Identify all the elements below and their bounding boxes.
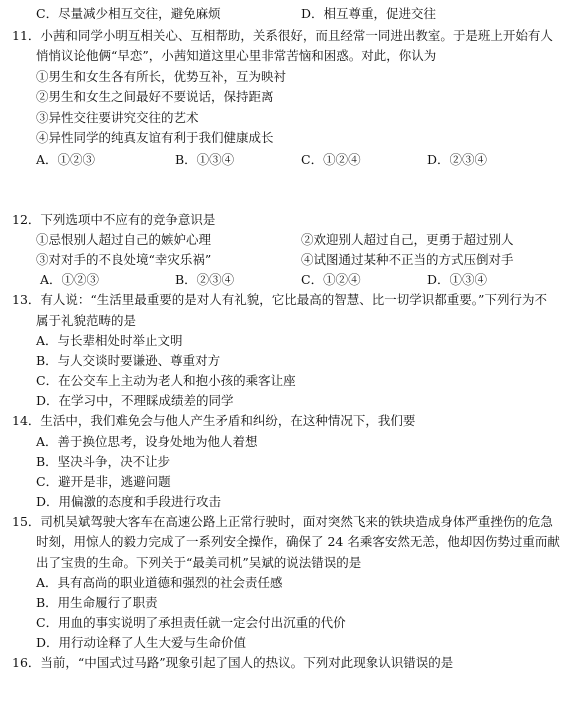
text-line: D．①③④ [427,272,488,287]
text-line: 时刻，用惊人的毅力完成了一系列安全操作，确保了 24 名乘客安然无恙，他却因伤势过重而献 [36,534,560,549]
text-line: 出了宝贵的生命。下列关于“最美司机”吴斌的说法错误的是 [36,555,362,570]
text-line: ①男生和女生各有所长，优势互补，互为映衬 [36,69,287,84]
text-line: B．②③④ [175,272,235,287]
text-line: C．①②④ [301,272,361,287]
text-line: ③对对手的不良处境“幸灾乐祸” [36,252,212,267]
text-line: ④试图通过某种不正当的方式压倒对手 [301,252,514,267]
text-line: C．尽量减少相互交往，避免麻烦 [36,6,221,21]
text-line: B．①③④ [175,152,235,167]
text-line: 16．当前，“中国式过马路”现象引起了国人的热议。下列对此现象认识错误的是 [12,655,454,670]
text-line: 11．小茜和同学小明互相关心、互相帮助，关系很好，而且经常一同进出教室。于是班上开始有人 [12,28,553,43]
text-line: B．用生命履行了职责 [36,595,158,610]
text-line: C．避开是非，逃避问题 [36,474,171,489]
text-line: A．善于换位思考，设身处地为他人着想 [36,434,258,449]
text-line: A．①②③ [36,152,96,167]
text-line: 属于礼貌范畴的是 [36,313,137,328]
text-line: B．与人交谈时要谦逊、尊重对方 [36,353,221,368]
text-line: A．与长辈相处时举止文明 [36,333,183,348]
text-line: C．①②④ [301,152,361,167]
text-line: A．具有高尚的职业道德和强烈的社会责任感 [36,575,283,590]
text-line: C．在公交车上主动为老人和抱小孩的乘客让座 [36,373,296,388]
text-line: 13．有人说：“生活里最重要的是对人有礼貌，它比最高的智慧、比一切学识都重要。”下列行为不 [12,292,547,307]
text-line: D．相互尊重，促进交往 [301,6,437,21]
text-line: D．用偏激的态度和手段进行攻击 [36,494,222,509]
text-line: B．坚决斗争，决不让步 [36,454,171,469]
text-line: ①忌恨别人超过自己的嫉妒心理 [36,232,212,247]
text-line: ②男生和女生之间最好不要说话，保持距离 [36,89,274,104]
text-line: 15．司机吴斌驾驶大客车在高速公路上正常行驶时，面对突然飞来的铁块造成身体严重挫伤的危急 [12,514,553,529]
text-line: 12．下列选项中不应有的竞争意识是 [12,212,216,227]
text-line: 14．生活中，我们难免会与他人产生矛盾和纠纷，在这种情况下，我们要 [12,413,416,428]
text-line: D．在学习中，不理睬成绩差的同学 [36,393,234,408]
text-line: 悄悄议论他俩“早恋”，小茜知道这里心里非常苦恼和困惑。对此，你认为 [36,48,437,63]
text-line: ④异性同学的纯真友谊有利于我们健康成长 [36,130,274,145]
text-line: ②欢迎别人超过自己，更勇于超过别人 [301,232,514,247]
text-line: ③异性交往要讲究交往的艺术 [36,110,199,125]
text-line: C．用血的事实说明了承担责任就一定会付出沉重的代价 [36,615,346,630]
text-line: A．①②③ [40,272,100,287]
text-line: D．②③④ [427,152,488,167]
text-line: D．用行动诠释了人生大爱与生命价值 [36,635,247,650]
